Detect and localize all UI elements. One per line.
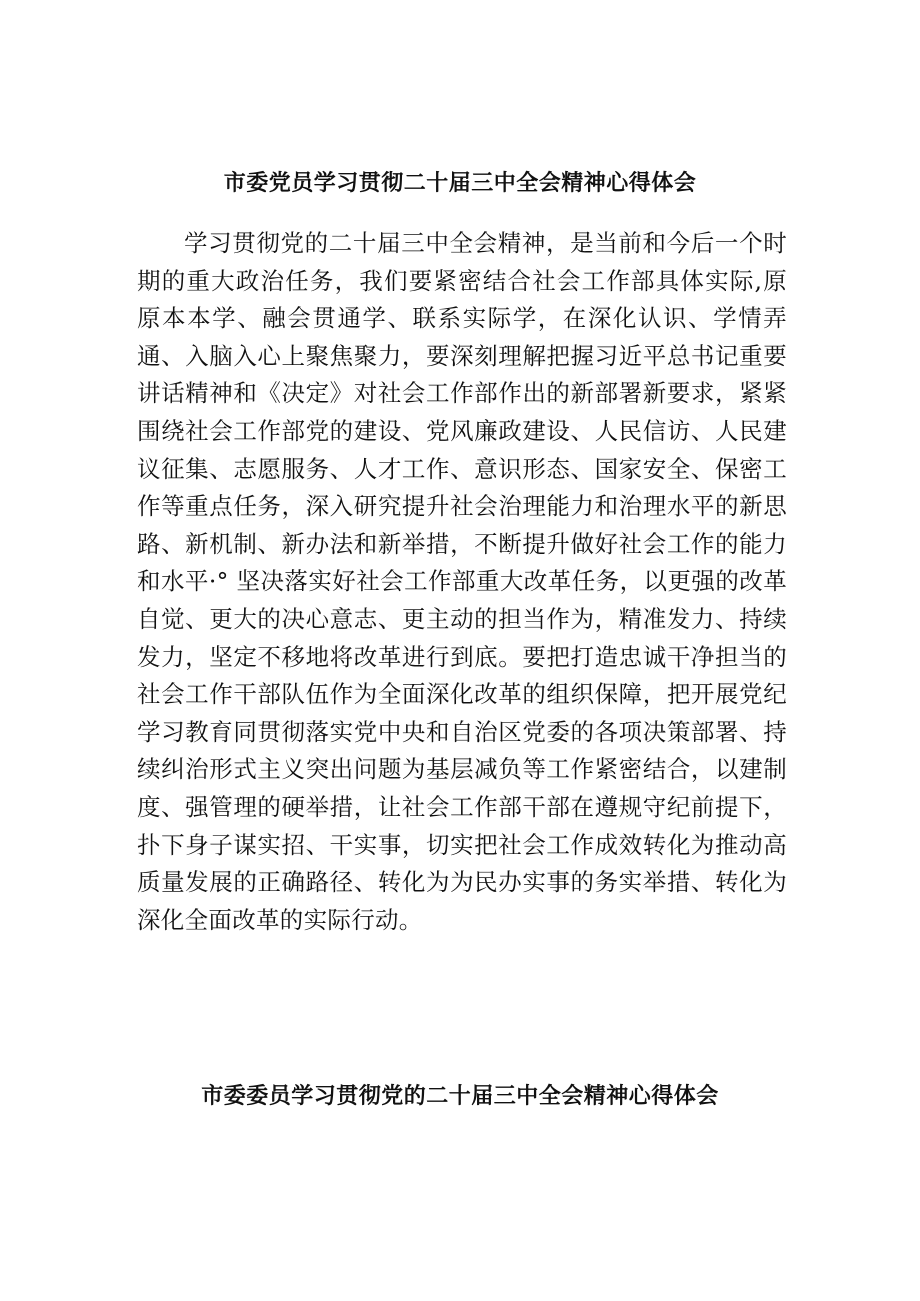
document-title: 市委党员学习贯彻二十届三中全会精神心得体会 [223, 170, 697, 196]
second-document-title: 市委委员学习贯彻党的二十届三中全会精神心得体会 [201, 1083, 719, 1109]
body-paragraph: 学习贯彻党的二十届三中全会精神，是当前和今后一个时期的重大政治任务，我们要紧密结合社会工作部具体实际,原原本本学、融会贯通学、联系实际学，在深化认识、学情弄通、入脑入心上聚焦聚力，要深刻理解把握习近平总书记重要讲话精神和《决定》对社会工作部作出的新部署新要求，紧紧围绕社会工作部党的建设、党风廉政建设、人民信访、人民建议征集、志愿服务、人才工作、意识形态、国家安全、保密工作等重点任务，深入研究提升社会治理能力和治理水平的新思路、新机制、新办法和新举措，不断提升做好社会工作的能力和水平·° 坚决落实好社会工作部重大改革任务，以更强的改革自觉、更大的决心意志、更主动的担当作为，精准发力、持续发力，坚定不移地将改革进行到底。要把打造忠诚干净担当的社会工作干部队伍作为全面深化改革的组织保障，把开展党纪学习教育同贯彻落实党中央和自治区党委的各项决策部署、持续纠治形式主义突出问题为基层减负等工作紧密结合，以建制度、强管理的硬举措，让社会工作部干部在遵规守纪前提下，扑下身子谋实招、干实事，切实把社会工作成效转化为推动高质量发展的正确路径、转化为为民办实事的务实举措、转化为深化全面改革的实际行动。 [137, 229, 787, 934]
